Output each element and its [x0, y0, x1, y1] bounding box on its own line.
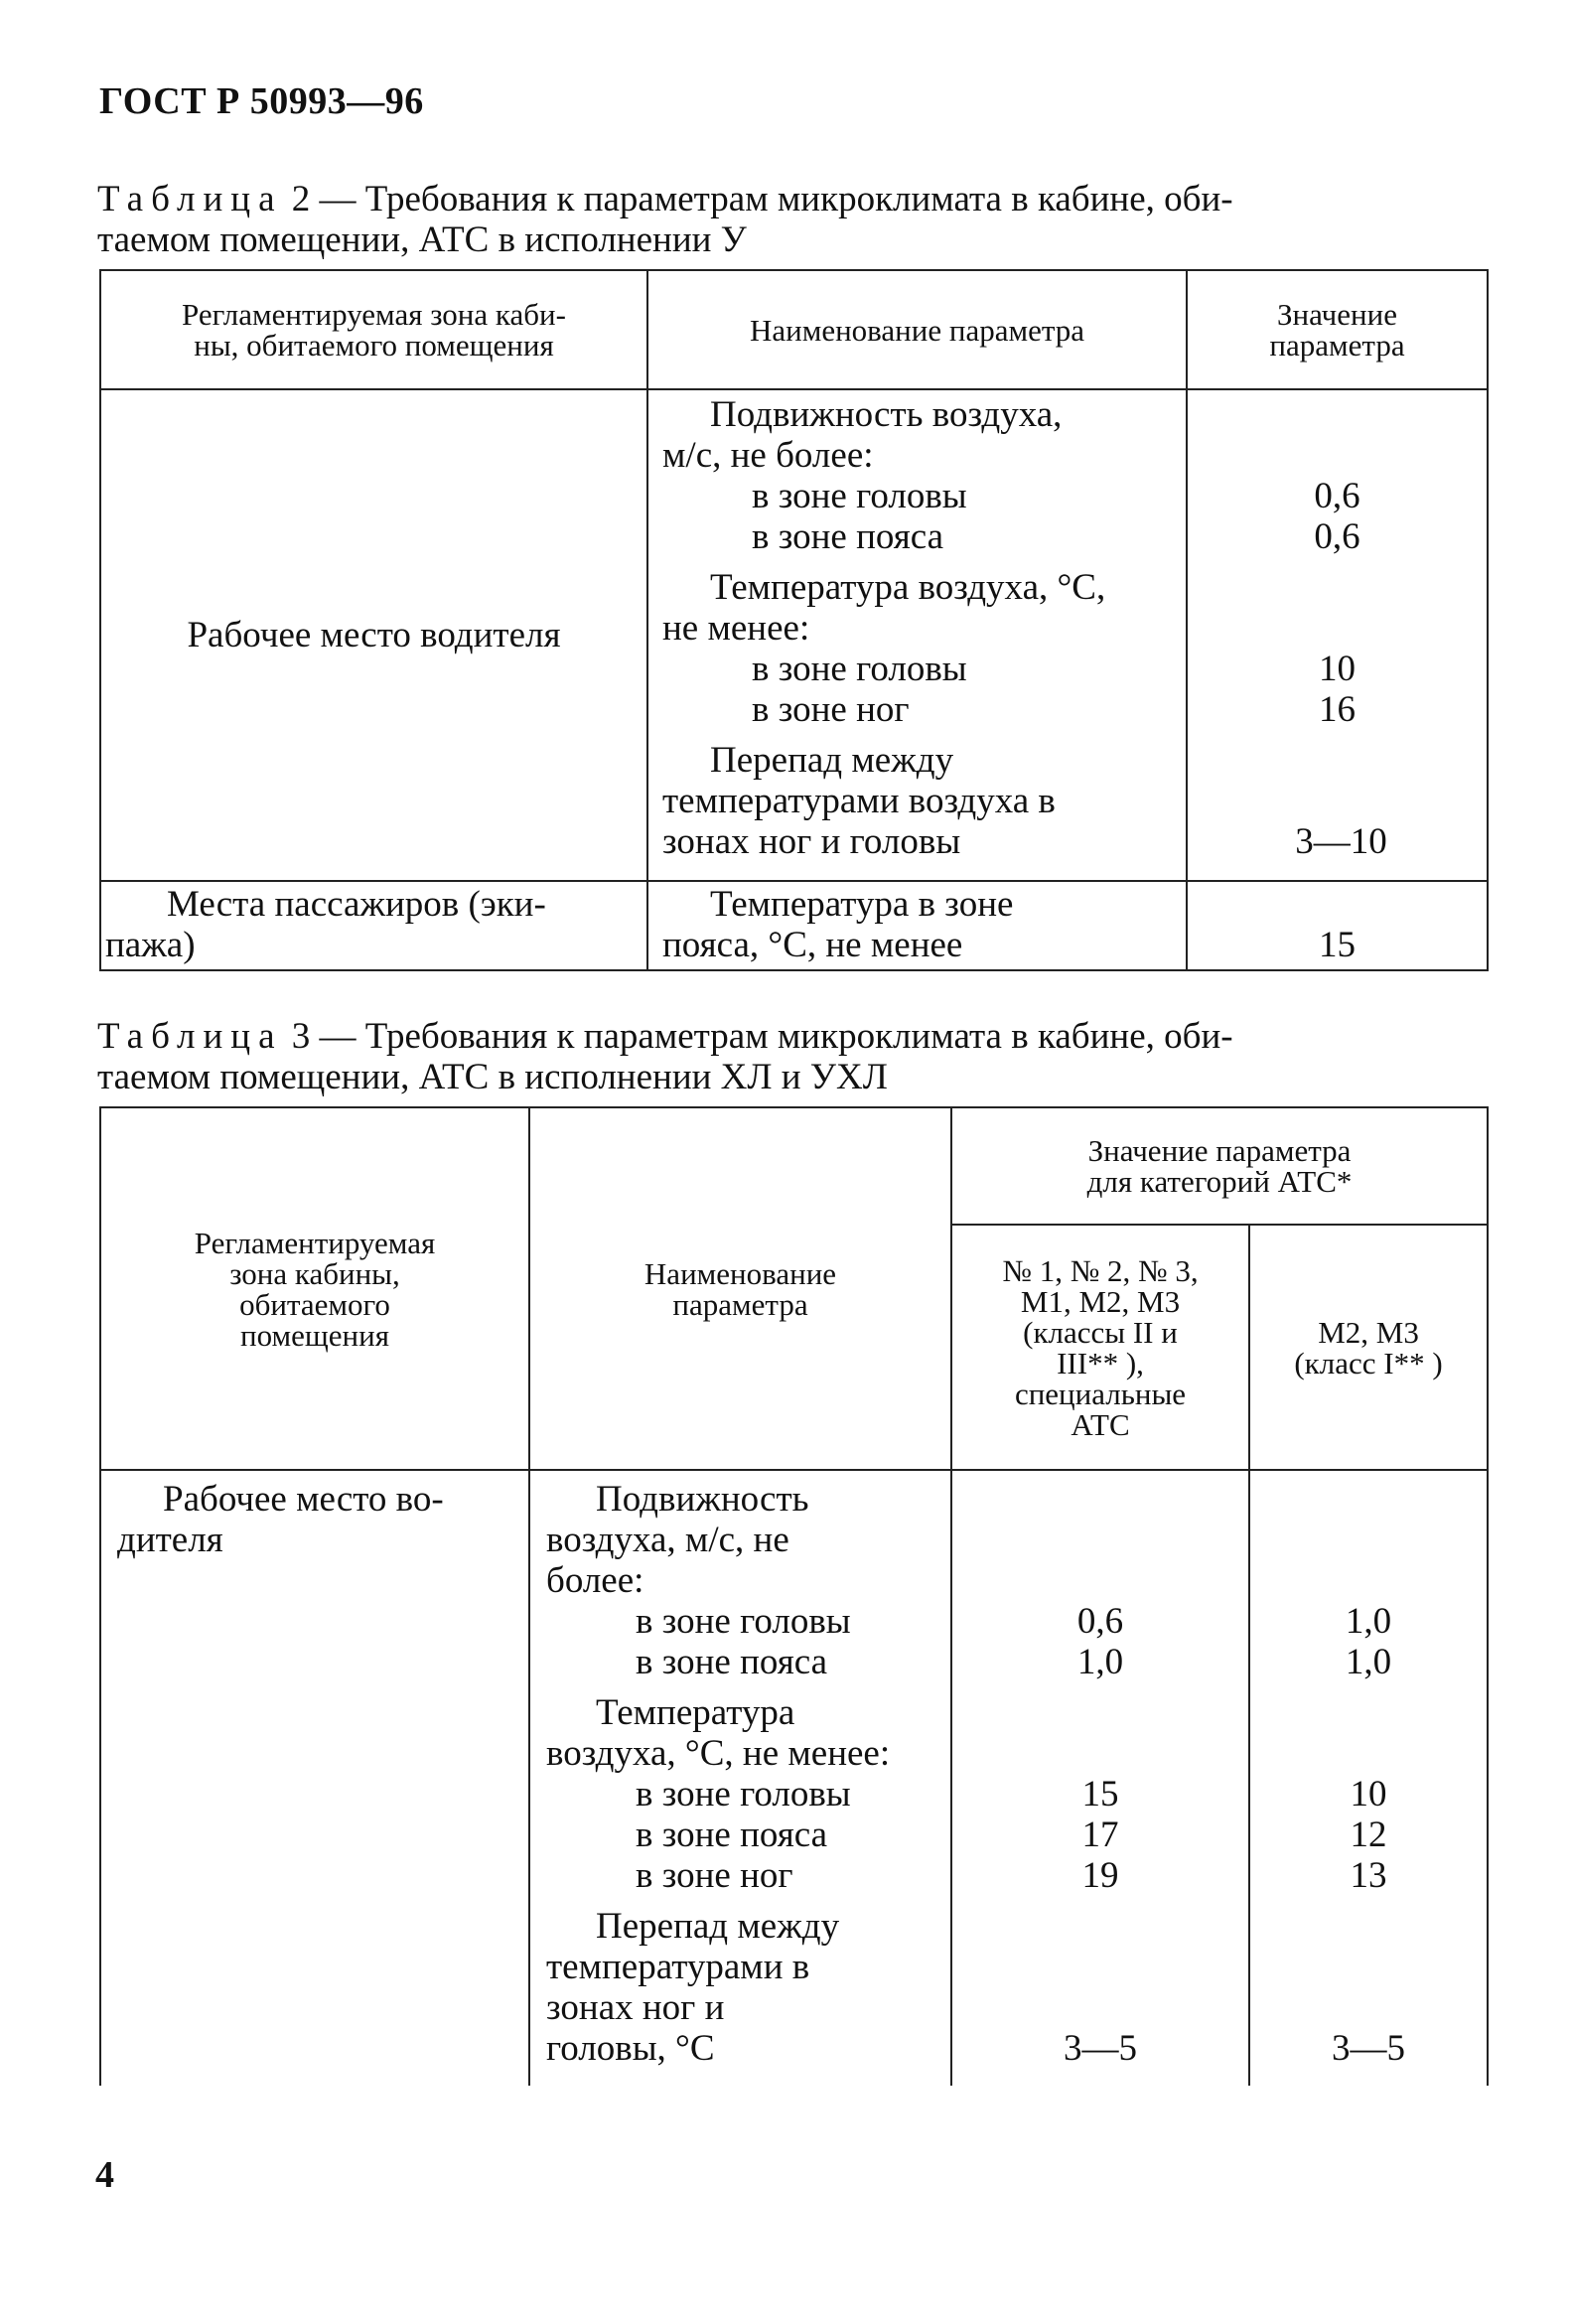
table3-zone-cell: Рабочее место во- дителя	[100, 1470, 529, 2086]
table2-caption-line2: таемом помещении, АТС в исполнении У	[97, 219, 747, 260]
table2-header-param: Наименование параметра	[647, 270, 1187, 389]
table3-caption-text: 3 — Требования к параметрам микроклимата в кабине, оби-	[291, 1016, 1233, 1057]
table-2	[99, 269, 1489, 971]
table3-header-zone: Регламентируемая зона кабины, обитаемого помещения	[100, 1107, 529, 1470]
table3-header-param: Наименование параметра	[529, 1107, 951, 1470]
table2-header-row	[100, 270, 1488, 389]
page-number: 4	[95, 2154, 114, 2196]
table3-header-category-2: М2, М3 (класс I** )	[1249, 1225, 1488, 1470]
table2-caption-label: Таблица	[97, 179, 283, 219]
document-id: ГОСТ Р 50993—96	[99, 80, 424, 122]
table3-param-cell: Подвижность воздуха, м/с, не более: в зоне головы в зоне пояса Температура воздуха, °С, не менее: в зоне головы в зоне пояса в зоне ног Перепад между температурами в зонах ног и головы, °С	[529, 1470, 951, 2086]
table2-zone-cell: Места пассажиров (эки- пажа)	[100, 881, 647, 970]
table3-row-driver	[100, 1470, 1488, 2086]
table3-header-group: Значение параметра для категорий АТС*	[951, 1107, 1488, 1225]
table2-row-passengers	[100, 881, 1488, 970]
table-3	[99, 1106, 1489, 2086]
table2-zone-cell: Рабочее место водителя	[100, 389, 647, 881]
table3-header-category-1: № 1, № 2, № 3, М1, М2, М3 (классы II и III** ), специальные АТС	[951, 1225, 1249, 1470]
table2-caption-text: 2 — Требования к параметрам микроклимата в кабине, оби-	[291, 179, 1233, 219]
table2-value-cell: 15	[1187, 881, 1488, 970]
table3-caption	[97, 1016, 1488, 1097]
table3-caption-line2: таемом помещении, АТС в исполнении ХЛ и УХЛ	[97, 1057, 888, 1097]
table2-header-value: Значение параметра	[1187, 270, 1488, 389]
table3-category-1-cell: 0,6 1,0 15 17 19 3—5	[951, 1470, 1249, 2086]
table3-header-row-1	[100, 1107, 1488, 1225]
table2-row-driver	[100, 389, 1488, 881]
table2-header-zone: Регламентируемая зона каби- ны, обитаемого помещения	[100, 270, 647, 389]
table3-caption-label: Таблица	[97, 1016, 283, 1057]
table3-category-2-cell: 1,0 1,0 10 12 13 3—5	[1249, 1470, 1488, 2086]
table2-value-cell: 0,6 0,6 10 16 3—10	[1187, 389, 1488, 881]
table2-caption	[97, 179, 1488, 260]
table2-param-cell: Температура в зоне пояса, °С, не менее	[647, 881, 1187, 970]
table2-param-cell: Подвижность воздуха, м/с, не более: в зоне головы в зоне пояса Температура воздуха, °С, не менее: в зоне головы в зоне ног Перепад между температурами воздуха в зонах ног и головы	[647, 389, 1187, 881]
